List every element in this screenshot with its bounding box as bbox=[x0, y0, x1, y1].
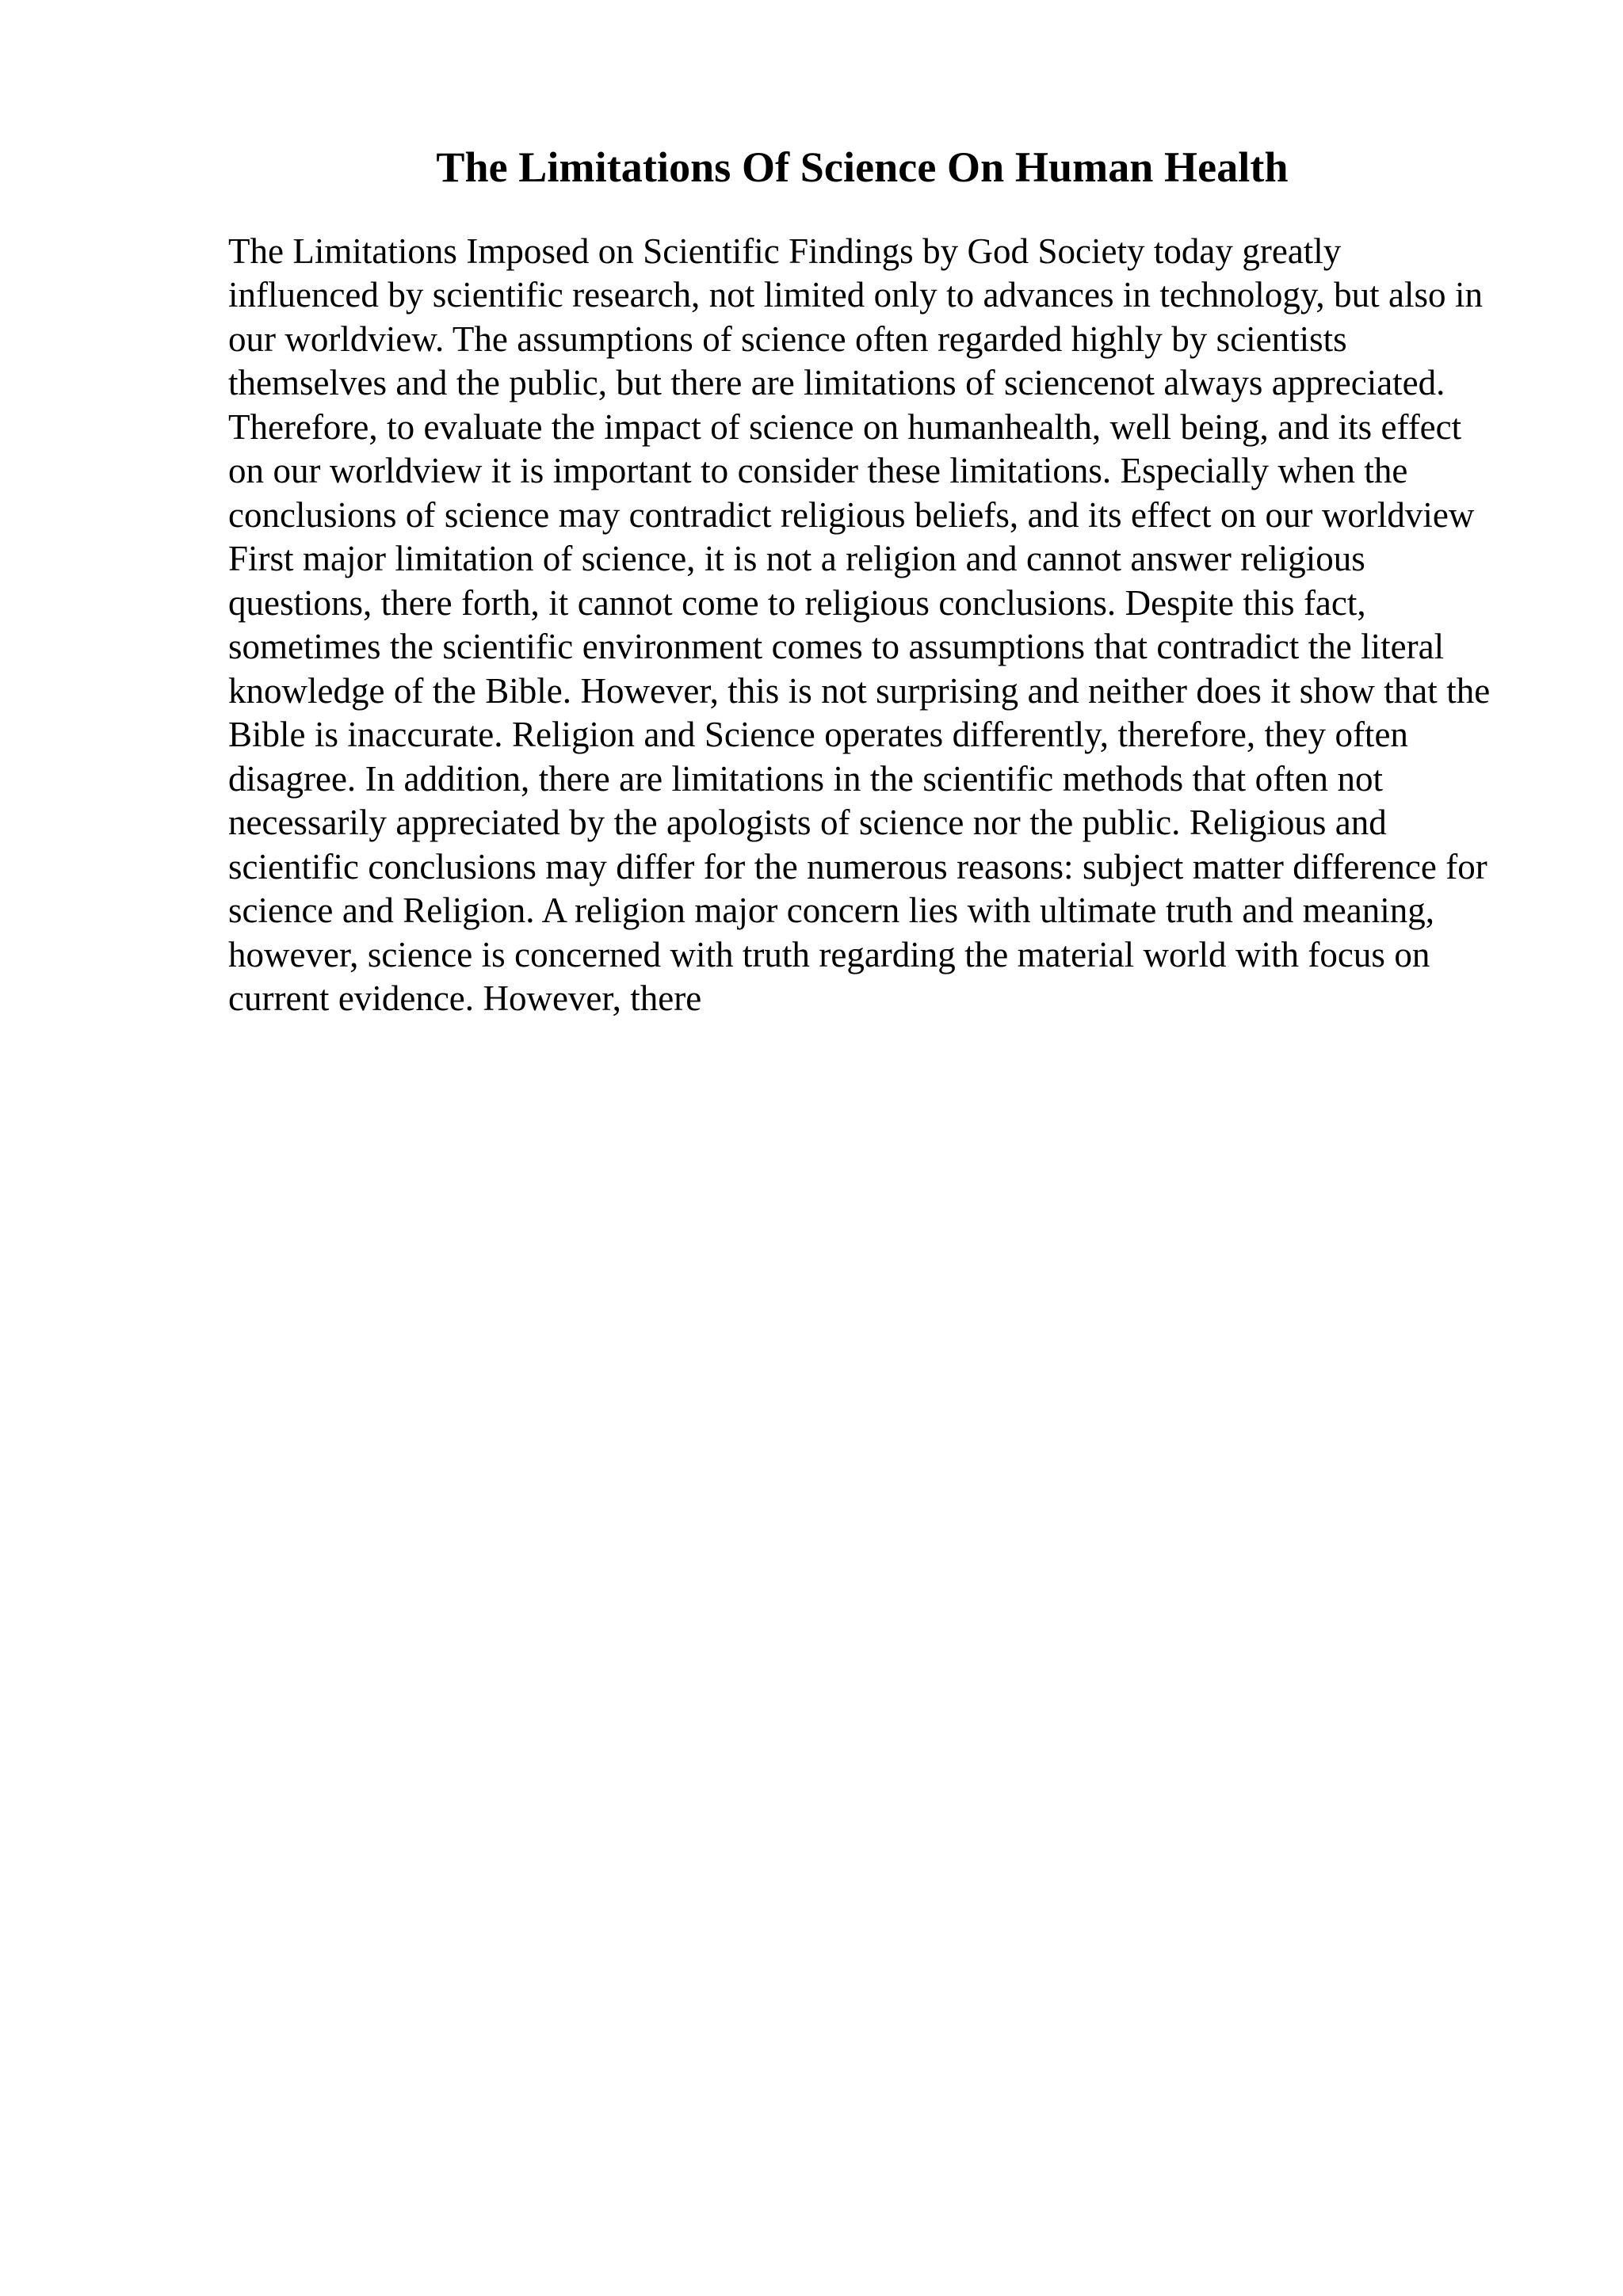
document-content bbox=[228, 143, 1496, 1021]
body-paragraph: The Limitations Imposed on Scientific Findings by God Society today greatly influenced by scientific research, not limited only to advances in technology, but also in our worldview. The assumptions of science often regarded highly by scientists themselves and the public, but there are limitations of sciencenot always appreciated. Therefore, to evaluate the impact of science on humanhealth, well being, and its effect on our worldview it is important to consider these limitations. Especially when the conclusions of science may contradict religious beliefs, and its effect on our worldview bbox=[228, 231, 1483, 535]
page-title: The Limitations Of Science On Human Health bbox=[436, 143, 1289, 191]
document-body bbox=[228, 230, 1496, 1021]
body-paragraph: First major limitation of science, it is not a religion and cannot answer religious questions, there forth, it cannot come to religious conclusions. Despite this fact, sometimes the scientific environment comes to assumptions that contradict the literal knowledge of the Bible. However, this is not surprising and neither does it show that the Bible is inaccurate. Religion and Science operates differently, therefore, they often disagree. In addition, there are limitations in the scientific methods that often not necessarily appreciated by the apologists of science nor the public. Religious and scientific conclusions may differ for the numerous reasons: subject matter difference for science and Religion. A religion major concern lies with ultimate truth and meaning, however, science is concerned with truth regarding the material world with focus on current evidence. However, there bbox=[228, 539, 1491, 1019]
